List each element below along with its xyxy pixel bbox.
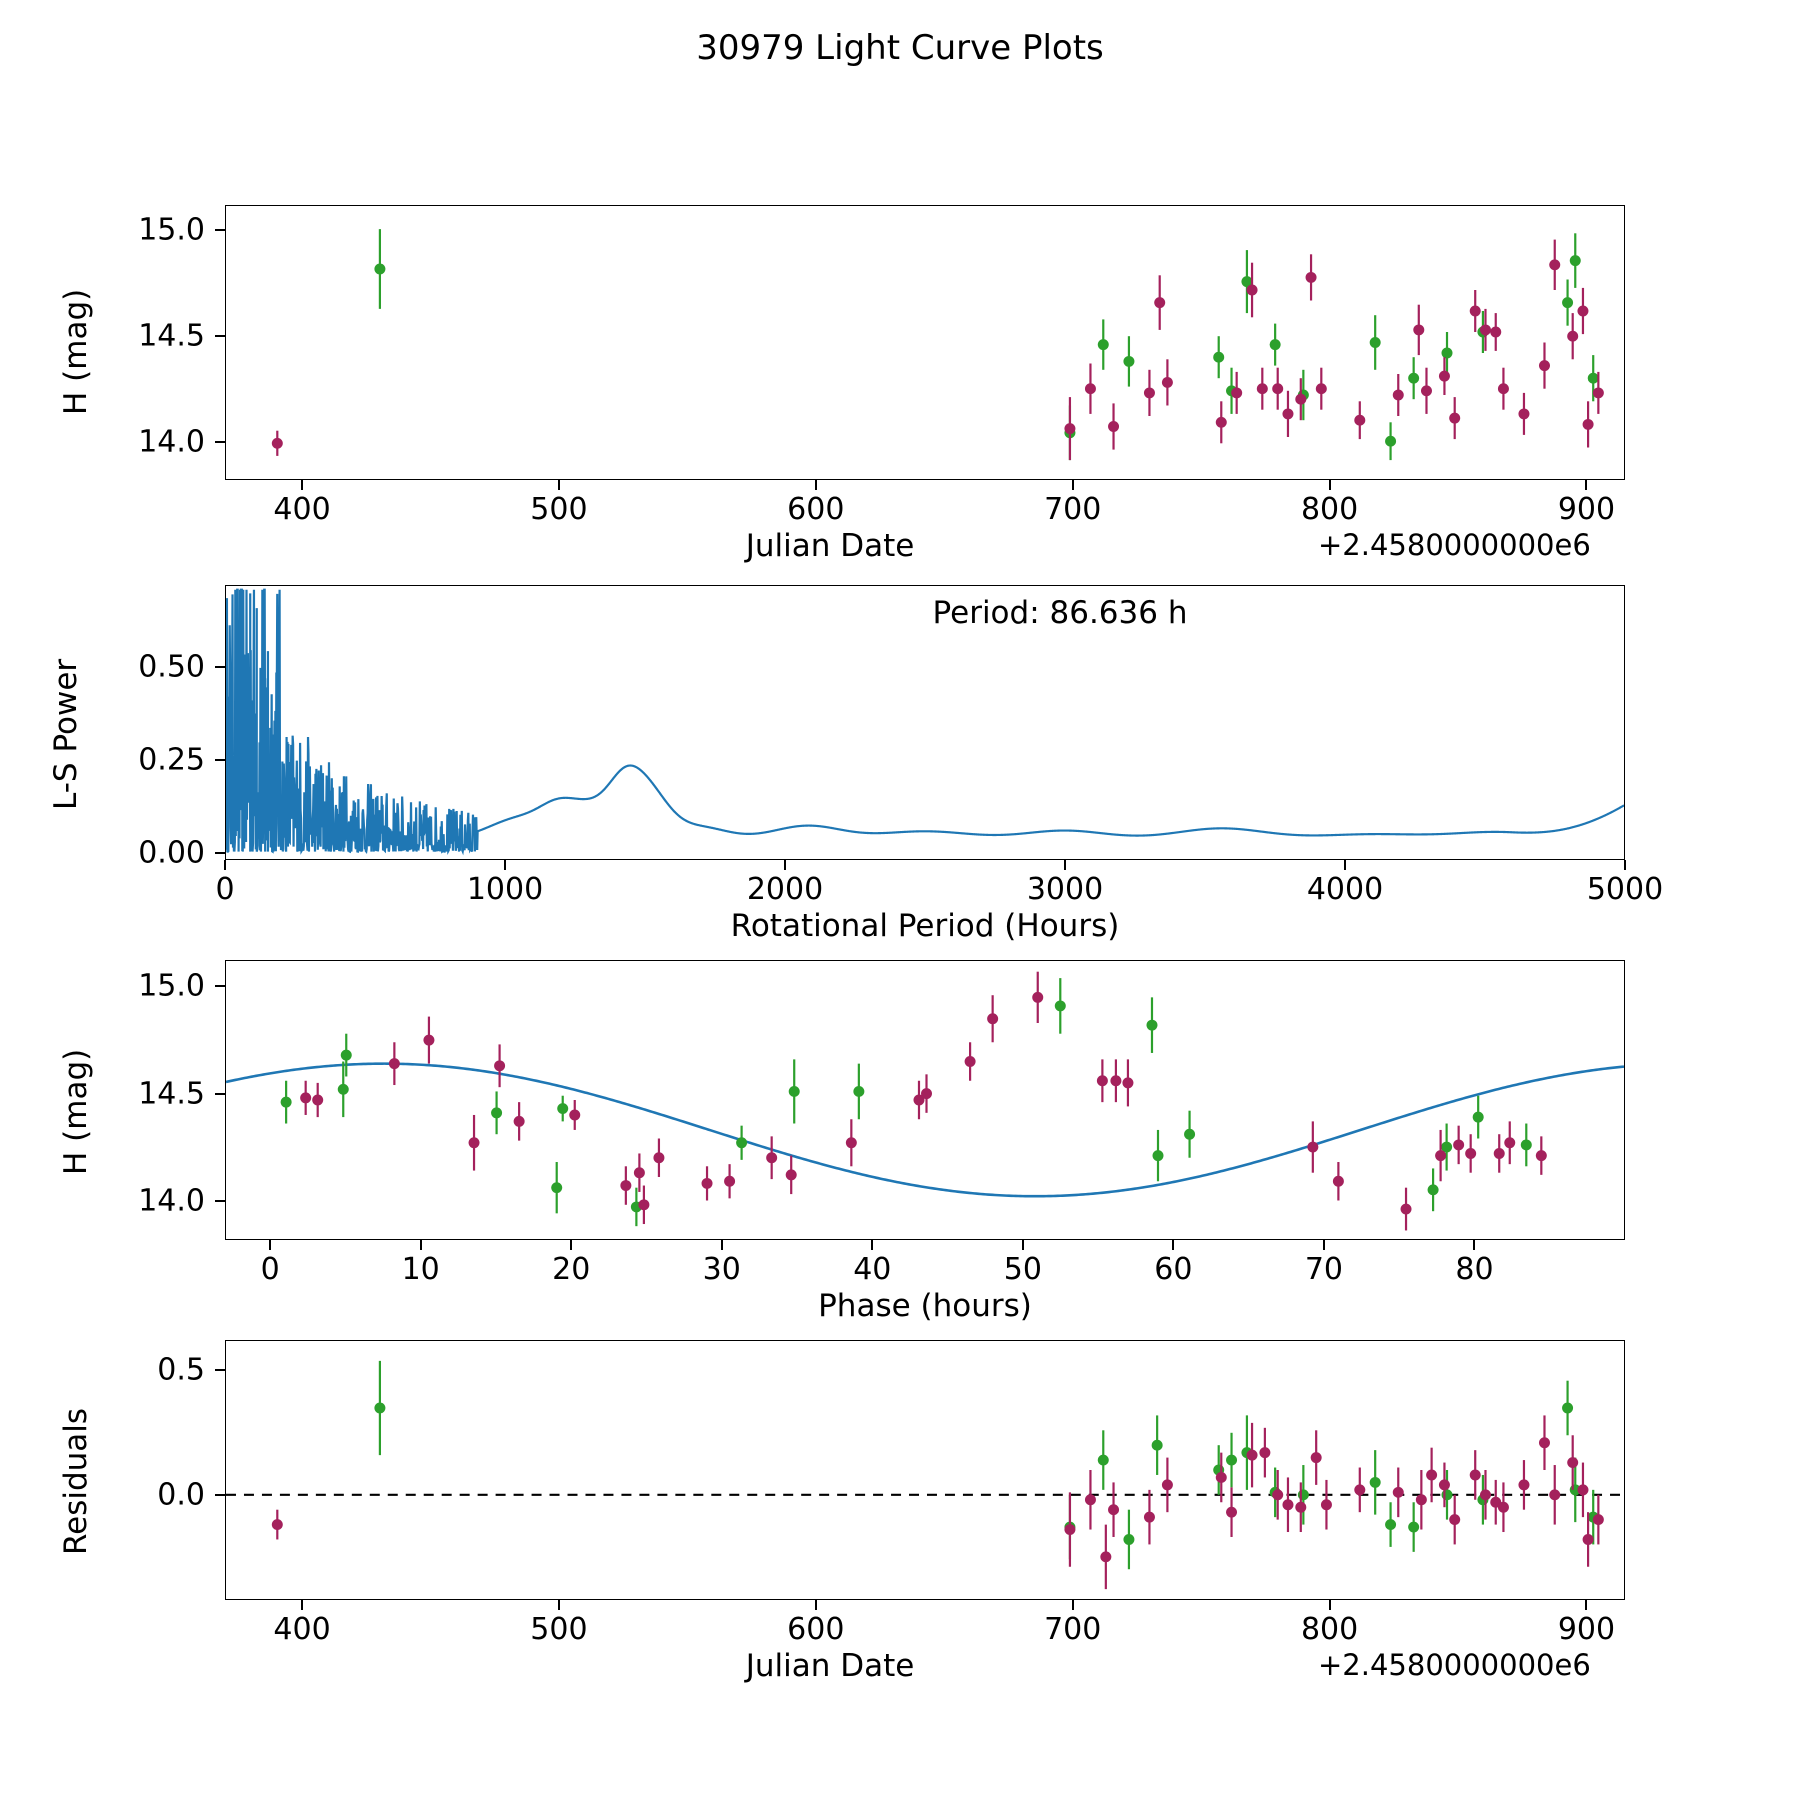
data-series-magenta bbox=[272, 240, 1604, 461]
y-tick bbox=[215, 335, 225, 337]
phased-axes bbox=[225, 960, 1625, 1240]
data-series-green bbox=[281, 978, 1532, 1226]
panel-residuals bbox=[225, 1340, 1625, 1600]
phase-fit-curve bbox=[226, 1064, 1624, 1197]
panel-periodogram bbox=[225, 585, 1625, 860]
phased-plot-area bbox=[226, 961, 1624, 1239]
periodogram-plot-area bbox=[226, 586, 1624, 859]
y-tick bbox=[215, 441, 225, 443]
light-curve-x-offset: +2.4580000000e6 bbox=[1318, 528, 1591, 562]
x-tick bbox=[1064, 860, 1066, 870]
x-tick bbox=[1344, 860, 1346, 870]
light-curve-plot-area bbox=[226, 206, 1624, 479]
y-tick bbox=[215, 1369, 225, 1371]
x-tick bbox=[1323, 1240, 1325, 1250]
x-tick bbox=[871, 1240, 873, 1250]
phased-ylabel: H (mag) bbox=[58, 1048, 94, 1175]
y-tick bbox=[215, 666, 225, 668]
x-tick bbox=[784, 860, 786, 870]
x-tick bbox=[721, 1240, 723, 1250]
x-tick bbox=[1624, 860, 1626, 870]
x-tick bbox=[570, 1240, 572, 1250]
x-tick bbox=[558, 480, 560, 490]
x-tick bbox=[301, 1600, 303, 1610]
y-tick bbox=[215, 985, 225, 987]
light-curve-xlabel: Julian Date bbox=[745, 528, 915, 564]
x-tick bbox=[1329, 480, 1331, 490]
light-curve-ylabel: H (mag) bbox=[58, 288, 94, 415]
figure: 30979 Light Curve Plots 14.0 14.5 15.0 400 500 600 700 800 900 H (mag) Julian Date +2.4580000000e6 0.00 0.25 0.50 0 1000 2000 3000 4000 5000 L-S Power Rotational Period (Hours) Period: 86.636 h 14.0 14.5 15.0 0 10 20 30 40 50 60 70 80 H (mag) Phase (hours) 0.0 0.5 400 500 600 700 800 900 Residuals Julian Date +2.4580000000e6 bbox=[0, 0, 1800, 1800]
y-tick bbox=[215, 1093, 225, 1095]
periodogram-axes bbox=[225, 585, 1625, 860]
periodogram-xlabel: Rotational Period (Hours) bbox=[730, 908, 1120, 944]
y-tick bbox=[215, 852, 225, 854]
x-tick bbox=[815, 1600, 817, 1610]
x-tick bbox=[224, 860, 226, 870]
data-series-magenta bbox=[272, 1415, 1604, 1589]
x-tick bbox=[1072, 480, 1074, 490]
y-tick bbox=[215, 759, 225, 761]
panel-phased-light-curve bbox=[225, 960, 1625, 1240]
x-tick bbox=[1329, 1600, 1331, 1610]
x-tick bbox=[420, 1240, 422, 1250]
x-tick bbox=[1585, 1600, 1587, 1610]
x-tick bbox=[1172, 1240, 1174, 1250]
residuals-axes bbox=[225, 1340, 1625, 1600]
phased-xlabel: Phase (hours) bbox=[818, 1288, 1032, 1324]
x-tick bbox=[1072, 1600, 1074, 1610]
data-series-magenta bbox=[300, 972, 1547, 1231]
residuals-plot-area bbox=[226, 1341, 1624, 1599]
x-tick bbox=[301, 480, 303, 490]
residuals-x-offset: +2.4580000000e6 bbox=[1318, 1648, 1591, 1682]
residuals-ylabel: Residuals bbox=[58, 1407, 94, 1555]
x-tick bbox=[1022, 1240, 1024, 1250]
periodogram-ylabel: L-S Power bbox=[48, 658, 84, 810]
light-curve-axes bbox=[225, 205, 1625, 480]
panel-light-curve bbox=[225, 205, 1625, 480]
y-tick bbox=[215, 1494, 225, 1496]
x-tick bbox=[558, 1600, 560, 1610]
data-series-green bbox=[374, 229, 1598, 460]
residuals-xlabel: Julian Date bbox=[745, 1648, 915, 1684]
x-tick bbox=[1585, 480, 1587, 490]
x-tick bbox=[269, 1240, 271, 1250]
period-annotation: Period: 86.636 h bbox=[932, 595, 1188, 631]
x-tick bbox=[815, 480, 817, 490]
x-tick bbox=[504, 860, 506, 870]
y-tick bbox=[215, 1200, 225, 1202]
data-series-green bbox=[374, 1361, 1598, 1569]
x-tick bbox=[1473, 1240, 1475, 1250]
y-tick bbox=[215, 229, 225, 231]
figure-title: 30979 Light Curve Plots bbox=[696, 28, 1104, 68]
periodogram-curve bbox=[226, 590, 1624, 852]
